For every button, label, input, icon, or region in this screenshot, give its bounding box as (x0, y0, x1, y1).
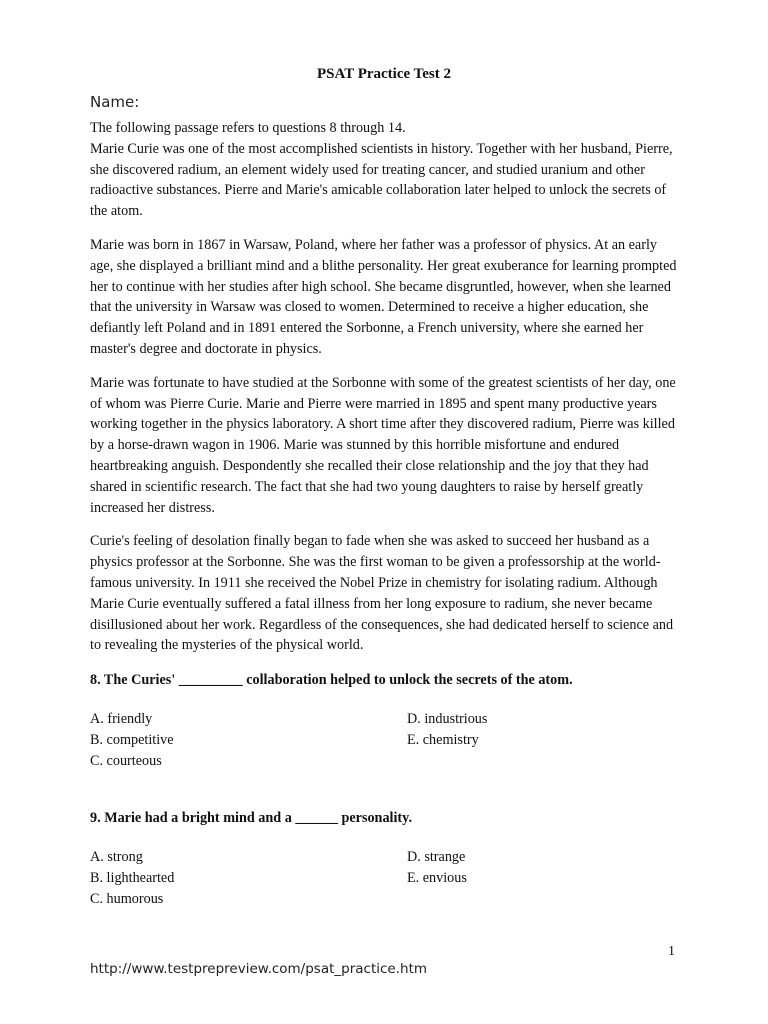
option-9d: D. strange (407, 849, 466, 865)
question-9-options (90, 847, 690, 911)
option-9e: E. envious (407, 869, 467, 886)
name-label: Name: (90, 93, 140, 111)
option-8c: C. courteous (90, 752, 162, 769)
question-8-options (90, 709, 690, 773)
option-8b: B. competitive (90, 731, 174, 748)
question-9-options-left (90, 847, 390, 909)
option-9c: C. humorous (90, 890, 164, 907)
question-8: 8. The Curies' _________ collaboration helped to unlock the secrets of the atom. (90, 672, 573, 688)
passage-paragraph-4: Curie's feeling of desolation finally began to fade when she was asked to succeed her husband as a physics professor at the Sorbonne. She was the first woman to be given a professorship at the world-famous university. In 1911 she received the Nobel Prize in chemistry for isolating radium. Although Marie Curie eventually suffered a fatal illness from her long exposure to radium, she never became disillusioned about her work. Regardless of the consequences, she had dedicated herself to science and to revealing the mysteries of the physical world. (90, 533, 674, 654)
question-8-options-right (407, 709, 687, 751)
passage-paragraph-1: Marie Curie was one of the most accomplished scientists in history. Together with her husband, Pierre, she discovered radium, an element widely used for treating cancer, and studied uranium and other radioactive substances. Pierre and Marie's amicable collaboration later helped to unlock the secrets of the atom. (90, 140, 673, 220)
page-number: 1 (668, 944, 675, 959)
passage-intro: The following passage refers to questions 8 through 14. (90, 120, 406, 136)
passage (90, 118, 680, 656)
option-8d: D. industrious (407, 711, 488, 727)
option-8a: A. friendly (90, 711, 153, 727)
footer-url: http://www.testprepreview.com/psat_practice.htm (90, 961, 428, 977)
question-9-options-right (407, 847, 687, 889)
question-8-options-left (90, 709, 390, 771)
passage-paragraph-3: Marie was fortunate to have studied at the Sorbonne with some of the greatest scientists of her day, one of whom was Pierre Curie. Marie and Pierre were married in 1895 and spent many productive years working together in the physics laboratory. A short time after they discovered radium, Pierre was killed by a horse-drawn wagon in 1906. Marie was stunned by this horrible misfortune and endured heartbreaking anguish. Despondently she recalled their close relationship and the joy that they had shared in scientific research. The fact that she had two young daughters to raise by herself greatly increased her distress. (90, 374, 676, 516)
question-9: 9. Marie had a bright mind and a ______ personality. (90, 810, 413, 826)
page-title: PSAT Practice Test 2 (316, 66, 451, 82)
option-9a: A. strong (90, 849, 143, 865)
option-9b: B. lighthearted (90, 869, 175, 886)
passage-paragraph-2: Marie was born in 1867 in Warsaw, Poland, where her father was a professor of physics. At an early age, she displayed a brilliant mind and a blithe personality. Her great exuberance for learning prompted her to continue with her studies after high school. She became disgruntled, however, when she learned that the university in Warsaw was closed to women. Determined to receive a higher education, she defiantly left Poland and in 1891 entered the Sorbonne, a French university, where she earned her master's degree and doctorate in physics. (90, 236, 677, 357)
option-8e: E. chemistry (407, 731, 479, 748)
